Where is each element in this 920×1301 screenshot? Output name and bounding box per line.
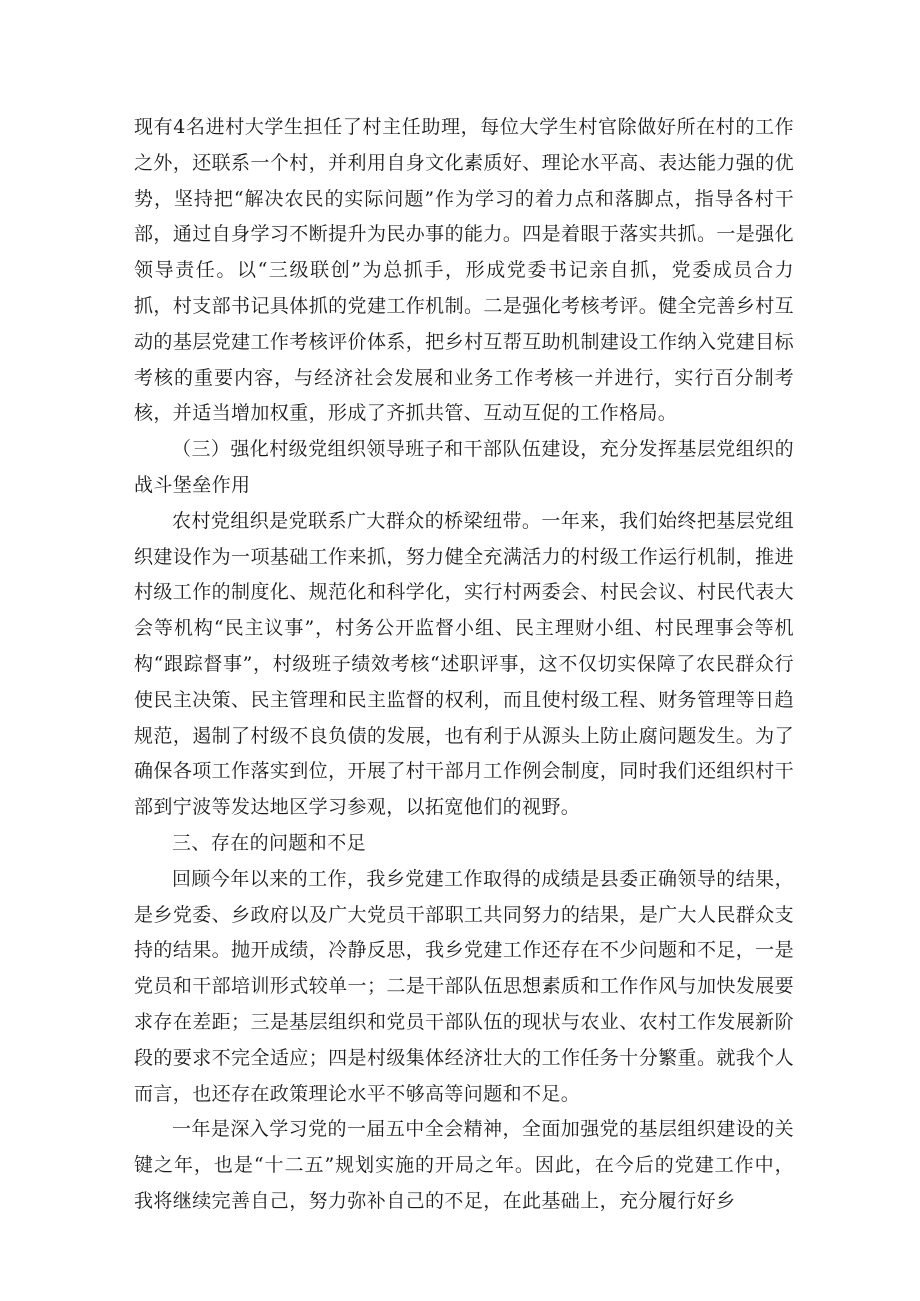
section-heading-problems: 三、存在的问题和不足 — [172, 831, 367, 854]
document-body — [134, 110, 794, 1220]
section-heading-three: （三）强化村级党组织领导班子和干部队伍建设，充分发挥基层党组织的战斗堡垒作用 — [134, 438, 794, 496]
paragraph-continuation: 现有4名进村大学生担任了村主任助理，每位大学生村官除做好所在村的工作之外，还联系一个村，并利用自身文化素质好、理论水平高、表达能力强的优势，坚持把“解决农民的实际问题”作为学习的着力点和落脚点，指导各村干部，通过自身学习不断提升为民办事的能力。四是着眼于落实共抓。一是强化领导责任。以“三级联创”为总抓手，形成党委书记亲自抓，党委成员合力抓，村支部书记具体抓的党建工作机制。二是强化考核考评。健全完善乡村互动的基层党建工作考核评价体系，把乡村互帮互助机制建设工作纳入党建目标考核的重要内容，与经济社会发展和业务工作考核一并进行，实行百分制考核，并适当增加权重，形成了齐抓共管、互动互促的工作格局。 — [134, 116, 794, 425]
paragraph-review: 回顾今年以来的工作，我乡党建工作取得的成绩是县委正确领导的结果，是乡党委、乡政府以及广大党员干部职工共同努力的结果，是广大人民群众支持的结果。抛开成绩，冷静反思，我乡党建工作还存在不少问题和不足，一是党员和干部培训形式较单一；二是干部队伍思想素质和工作作风与加快发展要求存在差距；三是基层组织和党员干部队伍的现状与农业、农村工作发展新阶段的要求不完全适应；四是村级集体经济壮大的工作任务十分繁重。就我个人而言，也还存在政策理论水平不够高等问题和不足。 — [134, 867, 794, 1105]
paragraph-outlook: 一年是深入学习党的一届五中全会精神，全面加强党的基层组织建设的关键之年，也是“十二五”规划实施的开局之年。因此，在今后的党建工作中，我将继续完善自己，努力弥补自己的不足，在此基础上，充分履行好乡 — [134, 1118, 794, 1212]
paragraph-rural-party-organization: 农村党组织是党联系广大群众的桥梁纽带。一年来，我们始终把基层党组织建设作为一项基础工作来抓，努力健全充满活力的村级工作运行机制，推进村级工作的制度化、规范化和科学化，实行村两委会、村民会议、村民代表大会等机构“民主议事”，村务公开监督小组、民主理财小组、村民理事会等机构“跟踪督事”，村级班子绩效考核“述职评事，这不仅切实保障了农民群众行使民主决策、民主管理和民主监督的权利，而且使村级工程、财务管理等日趋规范，遏制了村级不良负债的发展，也有利于从源头上防止腐问题发生。为了确保各项工作落实到位，开展了村干部月工作例会制度，同时我们还组织村干部到宁波等发达地区学习参观，以拓宽他们的视野。 — [134, 509, 794, 819]
